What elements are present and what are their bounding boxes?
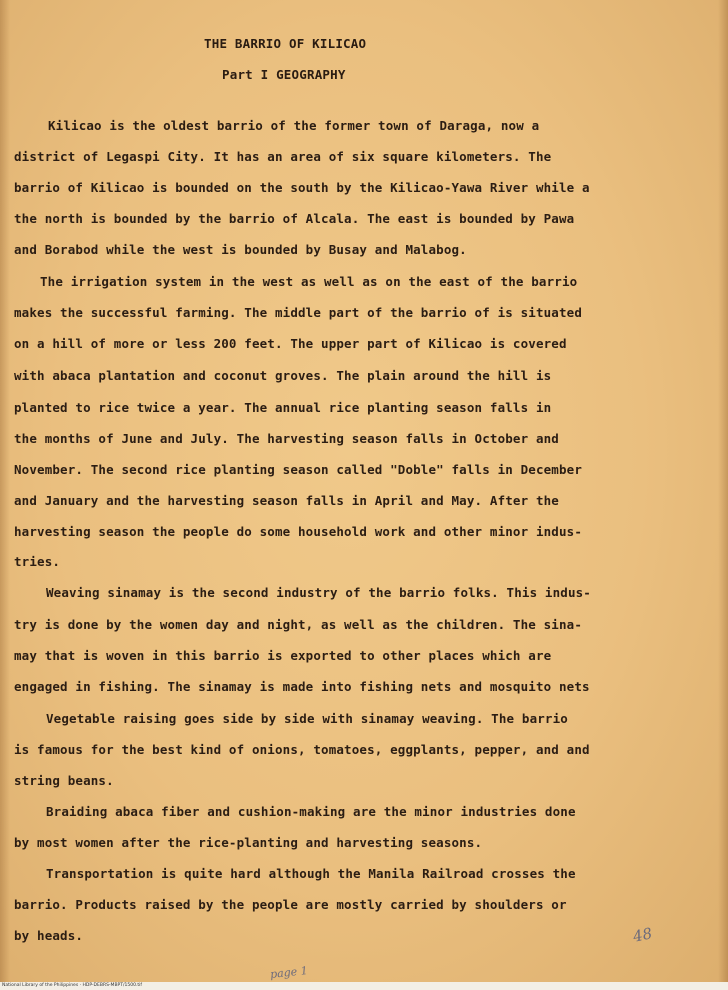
text-line: barrio. Products raised by the people are mostly carried by shoulders or bbox=[14, 897, 567, 912]
text-line: Transportation is quite hard although the Manila Railroad crosses the bbox=[46, 866, 576, 881]
text-line: by heads. bbox=[14, 928, 84, 943]
handwritten-page-number: 48 bbox=[631, 924, 654, 946]
text-line: the north is bounded by the barrio of Alcala. The east is bounded by Pawa bbox=[14, 211, 575, 226]
handwritten-page-note: page 1 bbox=[269, 964, 309, 981]
text-line: engaged in fishing. The sinamay is made into fishing nets and mosquito nets bbox=[14, 679, 590, 694]
text-line: tries. bbox=[14, 554, 61, 569]
text-line: district of Legaspi City. It has an area of six square kilometers. The bbox=[14, 149, 552, 164]
document-title: THE BARRIO OF KILICAO bbox=[204, 36, 367, 51]
text-line: The irrigation system in the west as well as on the east of the barrio bbox=[40, 274, 578, 289]
text-line: barrio of Kilicao is bounded on the south by the Kilicao-Yawa River while a bbox=[14, 180, 590, 195]
text-line: November. The second rice planting season called "Doble" falls in December bbox=[14, 462, 582, 477]
text-line: is famous for the best kind of onions, tomatoes, eggplants, pepper, and and bbox=[14, 742, 590, 757]
text-line: try is done by the women day and night, as well as the children. The sina- bbox=[14, 617, 582, 632]
left-edge-shadow bbox=[0, 0, 10, 982]
text-line: makes the successful farming. The middle part of the barrio of is situated bbox=[14, 305, 582, 320]
right-edge-shadow bbox=[718, 0, 728, 982]
text-line: Vegetable raising goes side by side with sinamay weaving. The barrio bbox=[46, 711, 568, 726]
text-line: harvesting season the people do some household work and other minor indus- bbox=[14, 524, 582, 539]
scan-footer-credit: National Library of the Philippines · HDP-DEBRS-MBPT/1500.tif bbox=[2, 983, 142, 988]
text-line: and January and the harvesting season falls in April and May. After the bbox=[14, 493, 559, 508]
text-line: planted to rice twice a year. The annual rice planting season falls in bbox=[14, 400, 552, 415]
text-line: on a hill of more or less 200 feet. The upper part of Kilicao is covered bbox=[14, 336, 567, 351]
text-line: by most women after the rice-planting and harvesting seasons. bbox=[14, 835, 483, 850]
text-line: the months of June and July. The harvesting season falls in October and bbox=[14, 431, 559, 446]
text-line: Weaving sinamay is the second industry of the barrio folks. This indus- bbox=[46, 585, 591, 600]
text-line: and Borabod while the west is bounded by Busay and Malabog. bbox=[14, 242, 467, 257]
text-line: Kilicao is the oldest barrio of the former town of Daraga, now a bbox=[48, 118, 540, 133]
section-heading: Part I GEOGRAPHY bbox=[222, 67, 346, 82]
text-line: Braiding abaca fiber and cushion-making are the minor industries done bbox=[46, 804, 576, 819]
text-line: with abaca plantation and coconut groves. The plain around the hill is bbox=[14, 368, 552, 383]
text-line: string beans. bbox=[14, 773, 114, 788]
text-line: may that is woven in this barrio is exported to other places which are bbox=[14, 648, 552, 663]
